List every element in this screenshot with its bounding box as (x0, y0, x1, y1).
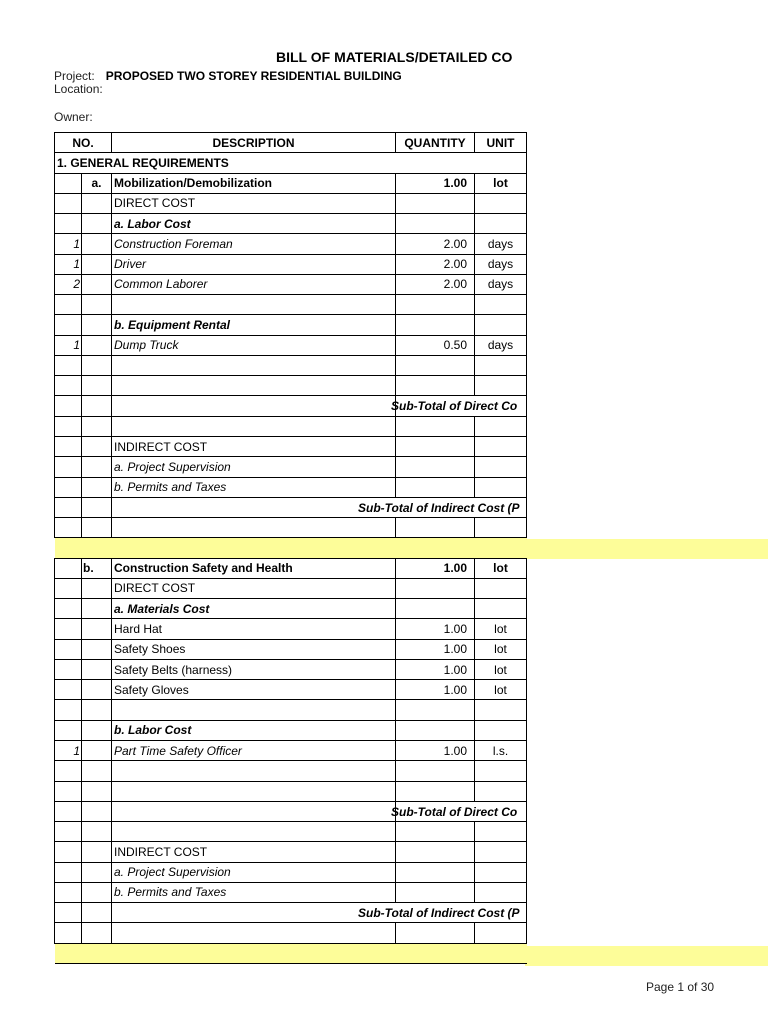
row-unit: lot (475, 659, 527, 679)
project-line (54, 69, 402, 83)
table-row (55, 457, 527, 477)
table-row (55, 923, 527, 943)
row-count: 1 (55, 740, 82, 760)
col-header-description: DESCRIPTION (112, 133, 396, 153)
item-unit: lot (475, 173, 527, 193)
row-quantity: 1.00 (396, 659, 475, 679)
row-quantity: 1.00 (396, 619, 475, 639)
item-number: a. (82, 173, 112, 193)
item-description: Construction Safety and Health (112, 558, 396, 578)
row-description: Construction Foreman (112, 234, 396, 254)
table-row (55, 781, 527, 801)
item-number: b. (82, 558, 112, 578)
row-unit: days (475, 335, 527, 355)
table-row (55, 761, 527, 781)
labor-cost-label: a. Labor Cost (112, 214, 396, 234)
col-header-quantity: QUANTITY (396, 133, 475, 153)
row-description: Safety Shoes (112, 639, 396, 659)
row-description: Common Laborer (112, 274, 396, 294)
subtotal-row (55, 903, 527, 923)
table-row (55, 214, 527, 234)
row-description: Part Time Safety Officer (112, 740, 396, 760)
location-label: Location: (54, 82, 103, 96)
subtotal-indirect-label: Sub-Total of Indirect Cost (P (358, 500, 520, 515)
subtotal-row (55, 396, 527, 416)
row-quantity: 2.00 (396, 254, 475, 274)
row-quantity: 1.00 (396, 680, 475, 700)
table-row (55, 740, 527, 760)
table-row (55, 822, 527, 842)
row-count: 1 (55, 254, 82, 274)
row-quantity: 1.00 (396, 639, 475, 659)
permits-taxes-label: b. Permits and Taxes (112, 477, 396, 497)
materials-cost-label: a. Materials Cost (112, 599, 396, 619)
row-unit: days (475, 274, 527, 294)
table-row (55, 477, 527, 497)
table-row (55, 376, 527, 396)
project-supervision-label: a. Project Supervision (112, 862, 396, 882)
direct-cost-label: DIRECT COST (112, 578, 396, 598)
row-unit: lot (475, 680, 527, 700)
row-unit: l.s. (475, 740, 527, 760)
table-row (55, 335, 527, 355)
row-count: 1 (55, 234, 82, 254)
table-row (55, 619, 527, 639)
table-row (55, 436, 527, 456)
item-quantity: 1.00 (396, 558, 475, 578)
project-label: Project: (54, 69, 95, 83)
table-row (55, 578, 527, 598)
highlight-band (525, 539, 768, 559)
page-number: Page 1 of 30 (646, 980, 715, 994)
permits-taxes-label: b. Permits and Taxes (112, 882, 396, 902)
owner-label: Owner: (54, 110, 93, 124)
subtotal-row (55, 801, 527, 821)
table-row (55, 599, 527, 619)
table-row (55, 862, 527, 882)
table-row (55, 315, 527, 335)
row-description: Hard Hat (112, 619, 396, 639)
table-row (55, 842, 527, 862)
subtotal-direct-label: Sub-Total of Direct Co (391, 399, 518, 414)
row-quantity: 2.00 (396, 274, 475, 294)
section-title: 1. GENERAL REQUIREMENTS (55, 153, 527, 173)
highlight-band (525, 946, 768, 966)
item-description: Mobilization/Demobilization (112, 173, 396, 193)
row-quantity: 2.00 (396, 234, 475, 254)
row-description: Dump Truck (112, 335, 396, 355)
table-header-row (55, 133, 527, 153)
section-row (55, 153, 527, 173)
row-unit: days (475, 254, 527, 274)
project-supervision-label: a. Project Supervision (112, 457, 396, 477)
indirect-cost-label: INDIRECT COST (112, 436, 396, 456)
table-row (55, 639, 527, 659)
item-row (55, 558, 527, 578)
table-row (55, 700, 527, 720)
table-row (55, 295, 527, 315)
row-description: Driver (112, 254, 396, 274)
direct-cost-label: DIRECT COST (112, 193, 396, 213)
table-row (55, 518, 527, 538)
row-unit: days (475, 234, 527, 254)
col-header-no: NO. (55, 133, 112, 153)
item-quantity: 1.00 (396, 173, 475, 193)
table-row (55, 254, 527, 274)
labor-cost-label: b. Labor Cost (112, 720, 396, 740)
row-count: 1 (55, 335, 82, 355)
row-unit: lot (475, 639, 527, 659)
document-title: BILL OF MATERIALS/DETAILED CO (276, 49, 513, 65)
subtotal-indirect-label: Sub-Total of Indirect Cost (P (358, 906, 520, 921)
bill-of-materials-table (54, 132, 527, 964)
highlight-row (55, 538, 527, 558)
subtotal-row (55, 497, 527, 517)
equipment-rental-label: b. Equipment Rental (112, 315, 396, 335)
col-header-unit: UNIT (475, 133, 527, 153)
row-description: Safety Belts (harness) (112, 659, 396, 679)
row-description: Safety Gloves (112, 680, 396, 700)
table-row (55, 193, 527, 213)
table-row (55, 274, 527, 294)
highlight-row (55, 943, 527, 963)
table-row (55, 720, 527, 740)
row-quantity: 1.00 (396, 740, 475, 760)
row-count: 2 (55, 274, 82, 294)
table-row (55, 882, 527, 902)
project-value: PROPOSED TWO STOREY RESIDENTIAL BUILDING (105, 69, 402, 83)
table-row (55, 234, 527, 254)
subtotal-direct-label: Sub-Total of Direct Co (391, 804, 518, 819)
item-unit: lot (475, 558, 527, 578)
item-row (55, 173, 527, 193)
table-row (55, 659, 527, 679)
table-row (55, 416, 527, 436)
row-unit: lot (475, 619, 527, 639)
table-row (55, 355, 527, 375)
row-quantity: 0.50 (396, 335, 475, 355)
indirect-cost-label: INDIRECT COST (112, 842, 396, 862)
table-row (55, 680, 527, 700)
